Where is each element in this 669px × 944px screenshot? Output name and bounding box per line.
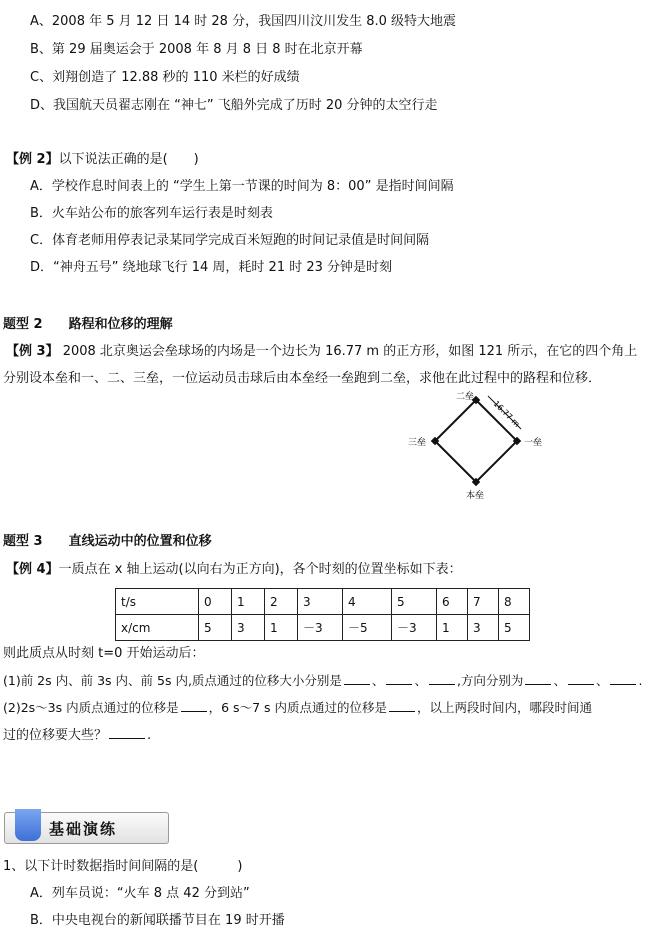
- section-title: 基础演练: [49, 820, 118, 838]
- question-text: (1)前 2s 内、前 3s 内、前 5s 内,质点通过的位移大小分别是: [3, 673, 342, 688]
- table-cell: x/cm: [116, 615, 199, 641]
- practice-1-option-a: A．列车员说：“火车 8 点 42 分到站”: [30, 886, 250, 901]
- table-cell: 6: [437, 589, 468, 615]
- answer-blank[interactable]: [568, 672, 594, 685]
- example-tag: 【例 4】: [6, 562, 59, 577]
- question-text: 2008 北京奥运会垒球场的内场是一个边长为 16.77 m 的正方形，如图 121 所示，在它的四个角上: [62, 344, 638, 359]
- practice-1-option-b: B．中央电视台的新闻联播节目在 19 时开播: [30, 913, 285, 928]
- option-c: C、刘翔创造了 12.88 秒的 110 米栏的好成绩: [30, 70, 300, 85]
- label-home-plate: 本垒: [466, 491, 485, 501]
- option-a: A、2008 年 5 月 12 日 14 时 28 分，我国四川汶川发生 8.0 级特大地震: [30, 14, 457, 29]
- table-cell: 5: [499, 615, 530, 641]
- table-row: [116, 589, 530, 615]
- example-tag: 【例 2】: [6, 152, 59, 167]
- separator: 、: [553, 673, 566, 688]
- ex2-option-a: A．学校作息时间表上的 “学生上第一节课的时间为 8：00” 是指时间间隔: [30, 179, 454, 194]
- position-table: [115, 588, 530, 641]
- ex2-option-c: C．体育老师用停表记录某同学完成百米短跑的时间记录值是时间间隔: [30, 233, 430, 248]
- question-text: 一质点在 x 轴上运动(以向右为正方向)，各个时刻的位置坐标如下表：: [58, 562, 462, 577]
- question-text: ,方向分别为: [456, 673, 524, 688]
- section-heading-type-2: 题型 2 路程和位移的理解: [3, 317, 173, 332]
- separator: 、: [371, 673, 385, 688]
- section-heading-type-3: 题型 3 直线运动中的位置和位移: [3, 534, 212, 549]
- example-tag: 【例 3】: [6, 344, 59, 359]
- table-cell: －3: [392, 615, 437, 641]
- table-cell: 8: [499, 589, 530, 615]
- ex2-option-d: D．“神舟五号” 绕地球飞行 14 周，耗时 21 时 23 分钟是时刻: [30, 260, 393, 275]
- table-cell: 5: [199, 615, 232, 641]
- section-banner: [4, 812, 169, 844]
- answer-blank[interactable]: [429, 672, 455, 685]
- label-second-base: 二垒: [456, 392, 475, 402]
- question-text: ，6 s～7 s 内质点通过的位移是: [208, 700, 387, 715]
- answer-blank[interactable]: [386, 672, 412, 685]
- answer-blank[interactable]: [344, 672, 370, 685]
- example-4-question-1: [3, 672, 642, 690]
- table-cell: 5: [392, 589, 437, 615]
- table-cell: 3: [298, 589, 343, 615]
- table-cell: －5: [343, 615, 392, 641]
- question-text: (2)2s～3s 内质点通过的位移是: [3, 700, 179, 715]
- ex2-option-b: B．火车站公布的旅客列车运行表是时刻表: [30, 206, 273, 221]
- question-text: 过的位移要大些？: [3, 728, 108, 743]
- answer-blank[interactable]: [610, 672, 636, 685]
- answer-blank[interactable]: [109, 726, 145, 739]
- example-2-stem: [6, 151, 199, 169]
- table-cell: 1: [437, 615, 468, 641]
- answer-blank[interactable]: [389, 699, 415, 712]
- table-cell: 2: [265, 589, 298, 615]
- table-cell: 4: [343, 589, 392, 615]
- table-cell: t/s: [116, 589, 199, 615]
- banner-tab-icon: [15, 809, 41, 841]
- example-3-line-2: 分别设本垒和一、二、三垒，一位运动员击球后由本垒经一垒跑到二垒，求他在此过程中的路程和位移．: [3, 371, 602, 386]
- separator: .: [638, 673, 643, 688]
- example-4-stem: [6, 561, 462, 579]
- question-text: 以下说法正确的是( ): [58, 152, 199, 167]
- baseball-diamond-diagram: [400, 388, 550, 503]
- table-cell: 1: [265, 615, 298, 641]
- label-third-base: 三垒: [408, 438, 427, 448]
- example-4-after: 则此质点从时刻 t=0 开始运动后：: [3, 646, 205, 661]
- question-text: ，以上两段时间内，哪段时间通: [416, 700, 592, 715]
- answer-blank[interactable]: [181, 699, 207, 712]
- practice-1-stem: 1、以下计时数据指时间间隔的是( ): [3, 859, 243, 874]
- table-row: [116, 615, 530, 641]
- table-cell: 3: [232, 615, 265, 641]
- option-b: B、第 29 届奥运会于 2008 年 8 月 8 日 8 时在北京开幕: [30, 42, 363, 57]
- table-cell: 7: [468, 589, 499, 615]
- example-4-question-2-cont: [3, 726, 151, 745]
- table-cell: 0: [199, 589, 232, 615]
- option-d: D、我国航天员翟志刚在 “神七” 飞船外完成了历时 20 分钟的太空行走: [30, 98, 438, 113]
- separator: 、: [595, 673, 609, 688]
- table-cell: 3: [468, 615, 499, 641]
- separator: 、: [414, 673, 427, 688]
- separator: .: [147, 728, 152, 743]
- example-3-line-1: [6, 343, 637, 361]
- example-4-question-2: [3, 699, 592, 717]
- table-cell: －3: [298, 615, 343, 641]
- answer-blank[interactable]: [525, 672, 551, 685]
- side-length-label: 16.77 m: [491, 399, 522, 429]
- label-first-base: 一垒: [524, 438, 543, 448]
- table-cell: 1: [232, 589, 265, 615]
